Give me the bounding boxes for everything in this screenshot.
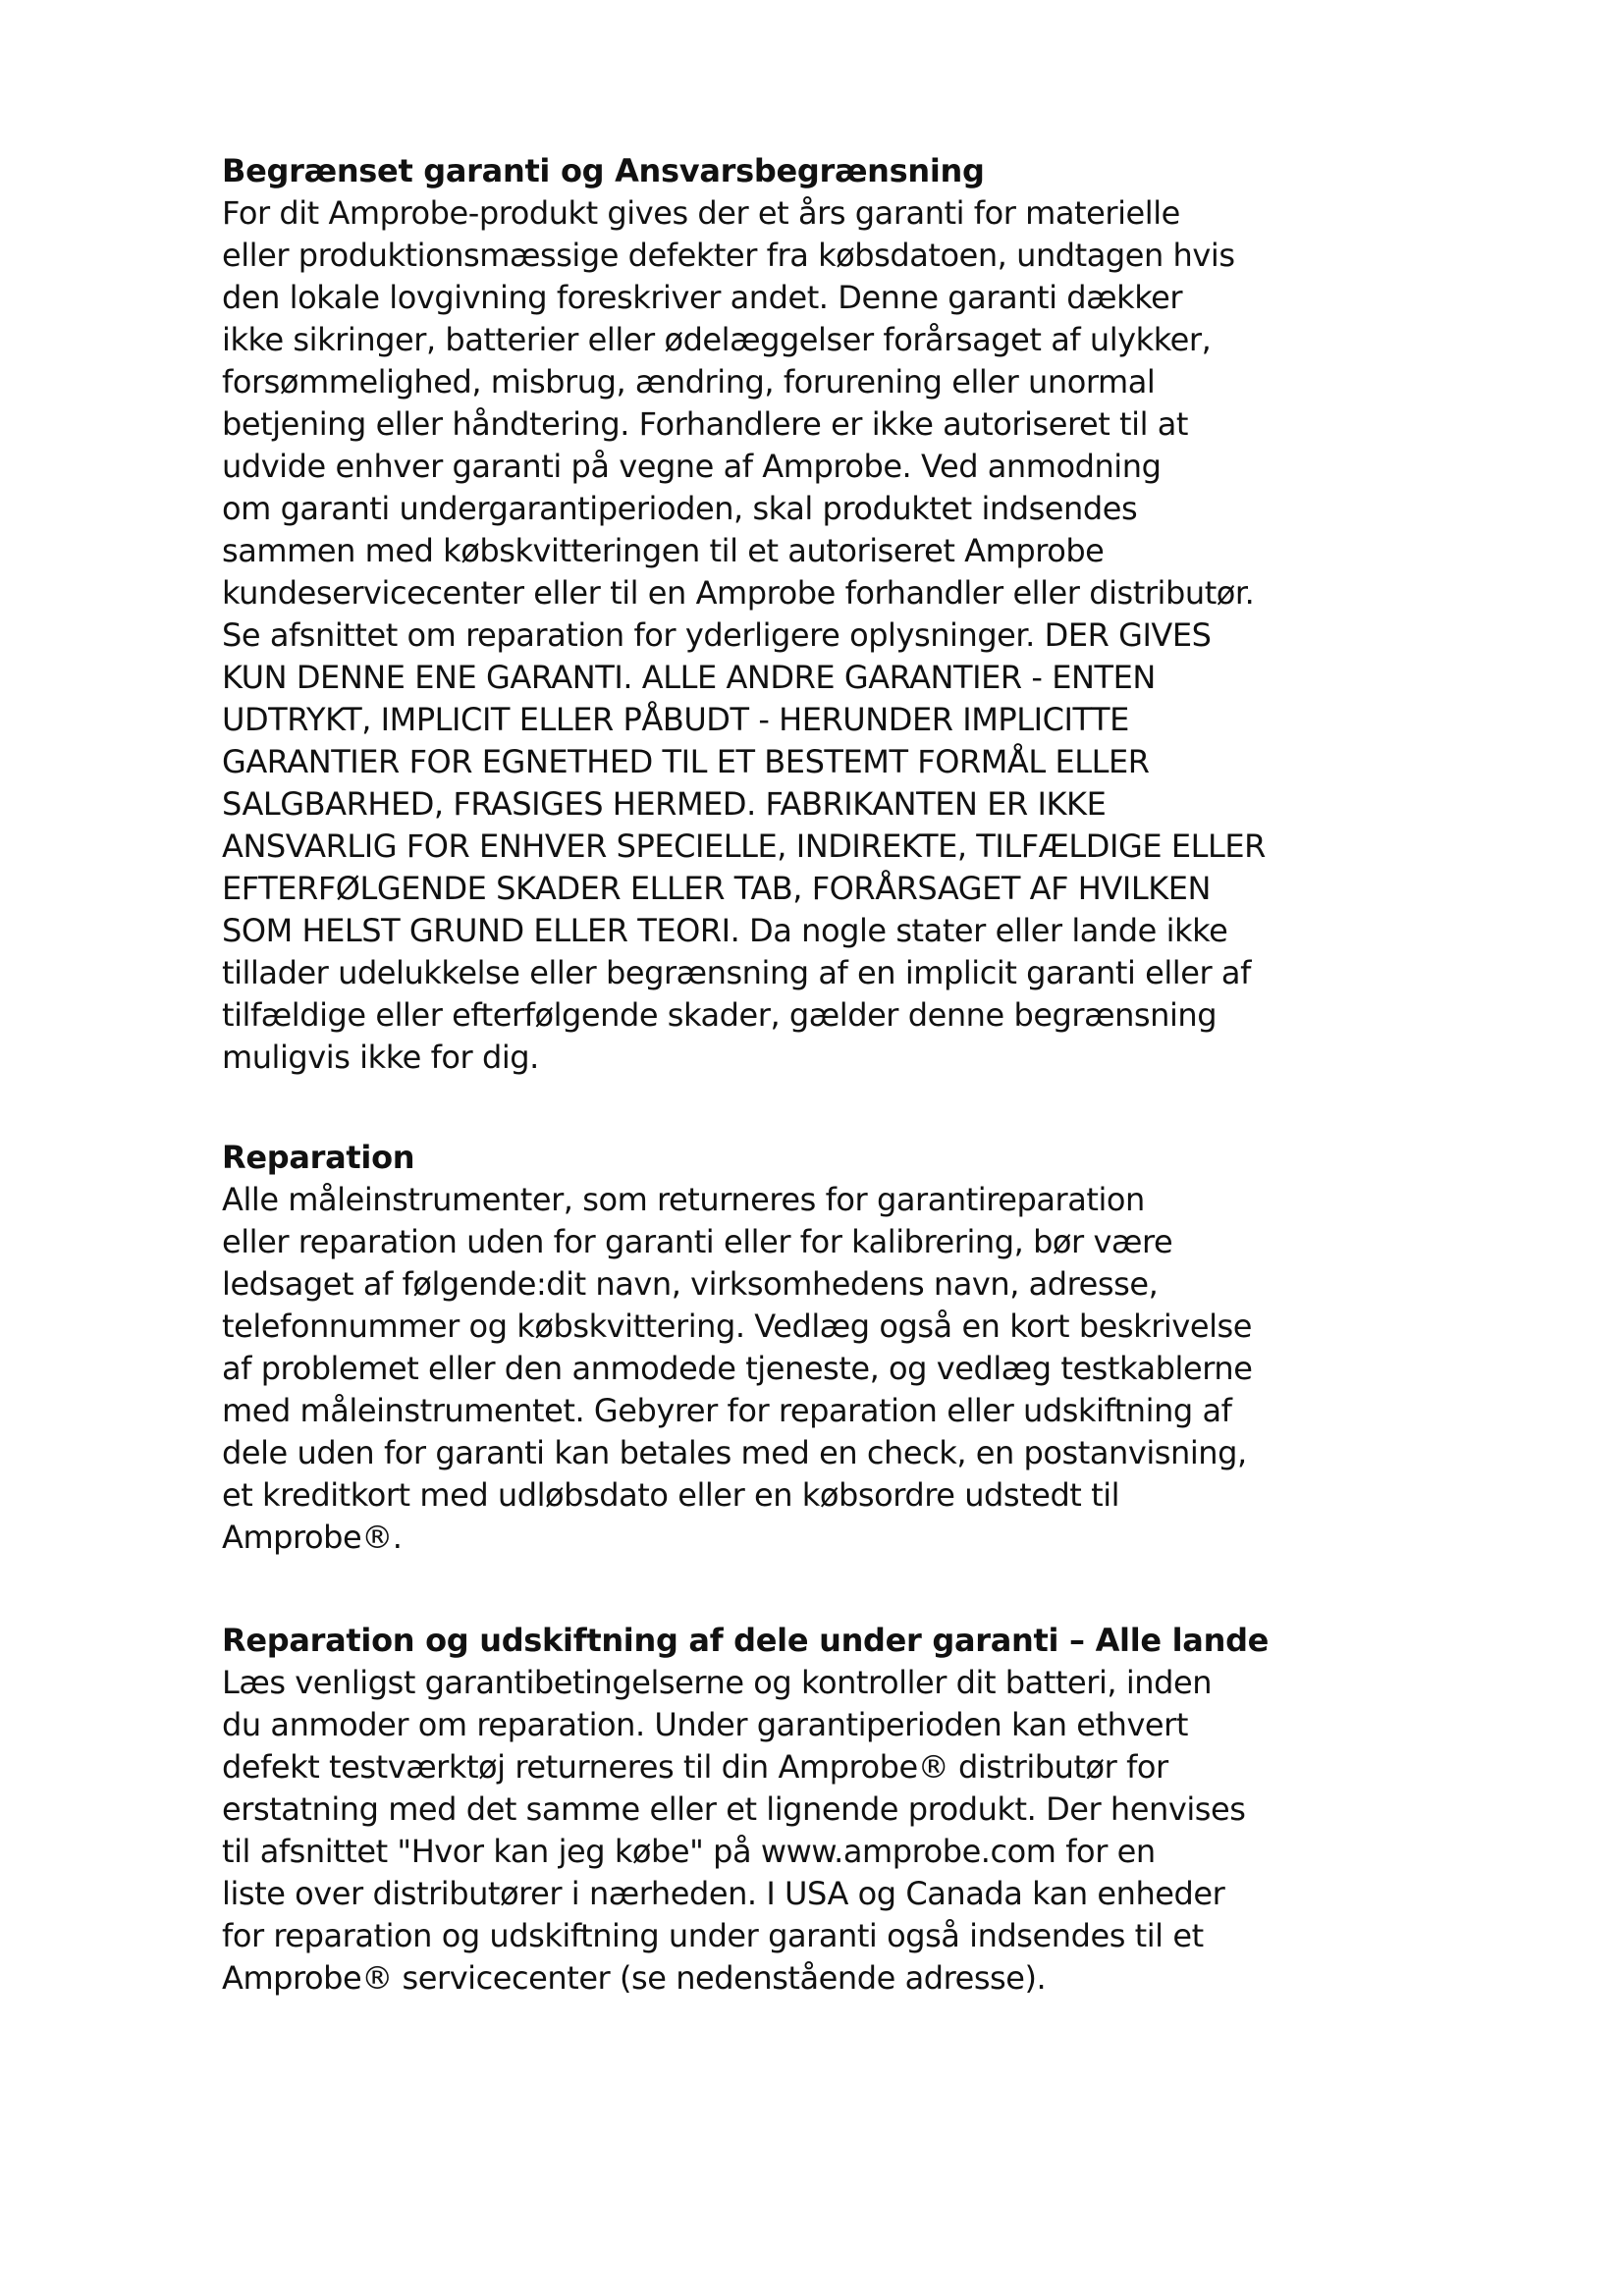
- warranty-replacement-body: [222, 1662, 1400, 2000]
- warranty-line: KUN DENNE ENE GARANTI. ALLE ANDRE GARANTIER - ENTEN: [222, 659, 1156, 696]
- warranty-line: EFTERFØLGENDE SKADER ELLER TAB, FORÅRSAGET AF HVILKEN: [222, 870, 1212, 907]
- warranty-body: [222, 192, 1400, 1079]
- warranty-line: tilfældige eller efterfølgende skader, gælder denne begrænsning: [222, 996, 1218, 1034]
- warranty-replacement-line: Læs venligst garantibetingelserne og kontroller dit batteri, inden: [222, 1664, 1213, 1701]
- warranty-line: kundeservicecenter eller til en Amprobe forhandler eller distributør.: [222, 574, 1255, 612]
- warranty-line: ikke sikringer, batterier eller ødelæggelser forårsaget af ulykker,: [222, 321, 1212, 358]
- warranty-replacement-line: du anmoder om reparation. Under garantiperioden kan ethvert: [222, 1706, 1188, 1743]
- warranty-line: For dit Amprobe-produkt gives der et års garanti for materielle: [222, 194, 1180, 232]
- warranty-heading: Begrænset garanti og Ansvarsbegrænsning: [222, 152, 985, 189]
- warranty-line: tillader udelukkelse eller begrænsning af en implicit garanti eller af: [222, 954, 1251, 991]
- warranty-line: eller produktionsmæssige defekter fra købsdatoen, undtagen hvis: [222, 237, 1235, 274]
- repair-line: Amprobe®.: [222, 1519, 403, 1556]
- warranty-replacement-line: til afsnittet "Hvor kan jeg købe" på www.amprobe.com for en: [222, 1833, 1156, 1870]
- section-repair: [222, 1137, 1400, 1559]
- warranty-replacement-line: liste over distributører i nærheden. I USA og Canada kan enheder: [222, 1875, 1225, 1912]
- repair-line: ledsaget af følgende:dit navn, virksomhedens navn, adresse,: [222, 1265, 1159, 1303]
- warranty-line: Se afsnittet om reparation for yderligere oplysninger. DER GIVES: [222, 616, 1212, 654]
- warranty-line: forsømmelighed, misbrug, ændring, forurening eller unormal: [222, 363, 1156, 400]
- warranty-line: om garanti undergarantiperioden, skal produktet indsendes: [222, 490, 1138, 527]
- repair-line: eller reparation uden for garanti eller for kalibrering, bør være: [222, 1223, 1173, 1260]
- warranty-line: muligvis ikke for dig.: [222, 1039, 539, 1076]
- repair-line: dele uden for garanti kan betales med en check, en postanvisning,: [222, 1434, 1247, 1471]
- repair-line: med måleinstrumentet. Gebyrer for reparation eller udskiftning af: [222, 1392, 1232, 1429]
- repair-body: [222, 1179, 1400, 1559]
- section-warranty-replacement: [222, 1620, 1400, 2000]
- warranty-line: SOM HELST GRUND ELLER TEORI. Da nogle stater eller lande ikke: [222, 912, 1228, 949]
- warranty-line: SALGBARHED, FRASIGES HERMED. FABRIKANTEN ER IKKE: [222, 785, 1107, 823]
- warranty-replacement-line: Amprobe® servicecenter (se nedenstående adresse).: [222, 1959, 1047, 1997]
- warranty-replacement-heading: Reparation og udskiftning af dele under garanti – Alle lande: [222, 1622, 1270, 1659]
- repair-line: telefonnummer og købskvittering. Vedlæg også en kort beskrivelse: [222, 1308, 1252, 1345]
- warranty-replacement-line: for reparation og udskiftning under garanti også indsendes til et: [222, 1917, 1204, 1954]
- warranty-replacement-line: erstatning med det samme eller et lignende produkt. Der henvises: [222, 1790, 1246, 1828]
- repair-line: Alle måleinstrumenter, som returneres for garantireparation: [222, 1181, 1145, 1218]
- warranty-line: betjening eller håndtering. Forhandlere er ikke autoriseret til at: [222, 405, 1188, 443]
- repair-heading: Reparation: [222, 1139, 415, 1176]
- repair-line: et kreditkort med udløbsdato eller en købsordre udstedt til: [222, 1476, 1120, 1514]
- warranty-line: ANSVARLIG FOR ENHVER SPECIELLE, INDIREKTE, TILFÆLDIGE ELLER: [222, 828, 1266, 865]
- warranty-line: UDTRYKT, IMPLICIT ELLER PÅBUDT - HERUNDER IMPLICITTE: [222, 701, 1129, 738]
- warranty-line: sammen med købskvitteringen til et autoriseret Amprobe: [222, 532, 1105, 569]
- warranty-line: GARANTIER FOR EGNETHED TIL ET BESTEMT FORMÅL ELLER: [222, 743, 1150, 780]
- warranty-line: udvide enhver garanti på vegne af Amprobe. Ved anmodning: [222, 448, 1162, 485]
- warranty-replacement-line: defekt testværktøj returneres til din Amprobe® distributør for: [222, 1748, 1168, 1786]
- section-warranty: [222, 150, 1400, 1079]
- warranty-line: den lokale lovgivning foreskriver andet. Denne garanti dækker: [222, 279, 1183, 316]
- repair-line: af problemet eller den anmodede tjeneste, og vedlæg testkablerne: [222, 1350, 1253, 1387]
